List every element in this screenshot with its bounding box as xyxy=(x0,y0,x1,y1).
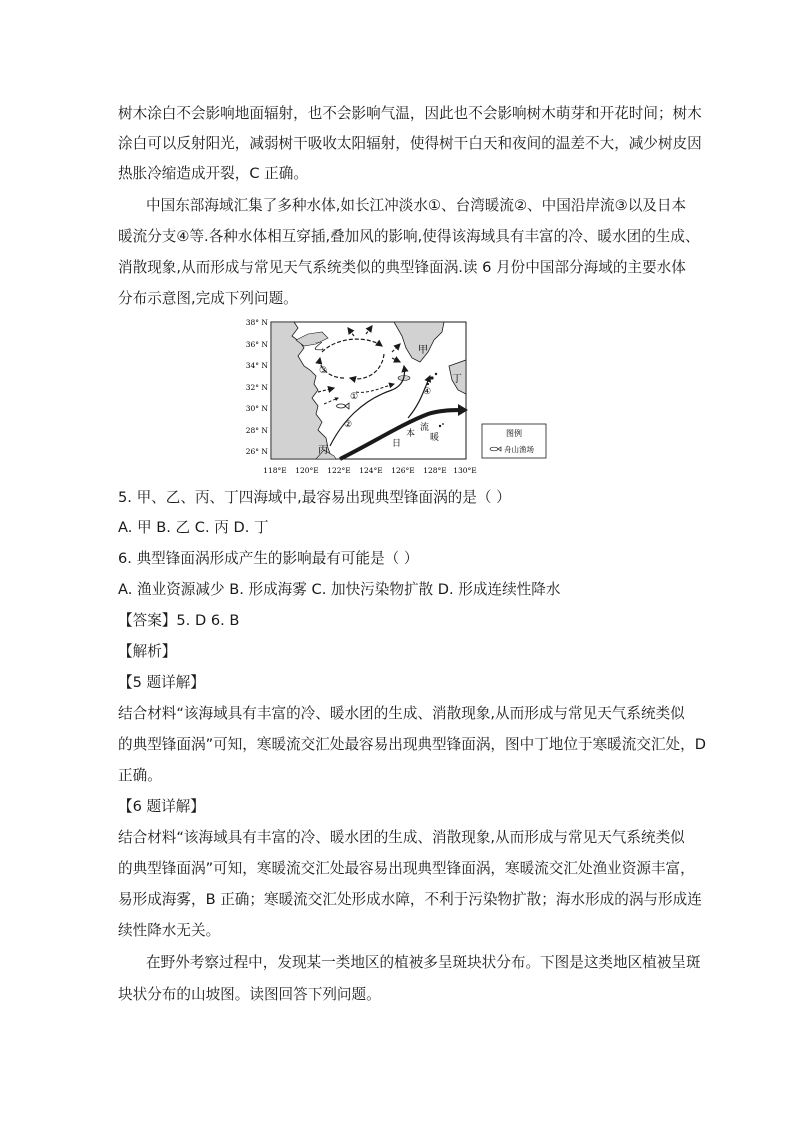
lat-label: 30° N xyxy=(245,404,268,413)
label-liu: 流 xyxy=(420,423,430,433)
paragraph-line: 分布示意图,完成下列问题。 xyxy=(118,290,298,307)
paragraph-line: 树木涂白不会影响地面辐射，也不会影响气温，因此也不会影响树木萌芽和开花时间；树木 xyxy=(118,105,702,122)
label-ri: 日 xyxy=(392,439,402,449)
lon-label: 130°E xyxy=(453,466,477,475)
island xyxy=(439,425,441,427)
question-5-options: A. 甲 B. 乙 C. 丙 D. 丁 xyxy=(118,519,269,536)
island xyxy=(430,376,433,379)
paragraph-line: 的典型锋面涡”可知，寒暖流交汇处最容易出现典型锋面涡，寒暖流交汇处渔业资源丰富， xyxy=(118,860,695,877)
paragraph-line: 续性降水无关。 xyxy=(118,922,221,939)
lat-label: 26° N xyxy=(245,447,268,456)
lat-label: 36° N xyxy=(245,340,268,349)
paragraph-line: 中国东部海域汇集了多种水体,如长江冲淡水①、台湾暖流②、中国沿岸流③以及日本 xyxy=(146,197,687,214)
paragraph-line: 易形成海雾，B 正确；寒暖流交汇处形成水障，不利于污染物扩散；海水形成的涡与形成连 xyxy=(118,891,702,908)
label-current-1: ① xyxy=(350,392,359,402)
q6-detail-heading: 【6 题详解】 xyxy=(118,798,205,815)
q5-detail-heading: 【5 题详解】 xyxy=(118,674,205,691)
label-jia: 甲 xyxy=(418,345,428,356)
paragraph-line: 块状分布的山坡图。读图回答下列问题。 xyxy=(118,986,381,1003)
label-ding: 丁 xyxy=(452,374,462,385)
question-6: 6. 典型锋面涡形成产生的影响最有可能是（ ） xyxy=(118,550,419,567)
island xyxy=(435,373,437,375)
paragraph-line: 的典型锋面涡”可知，寒暖流交汇处最容易出现典型锋面涡，图中丁地位于寒暖流交汇处，D xyxy=(118,736,706,753)
lon-label: 120°E xyxy=(295,466,319,475)
lon-label: 128°E xyxy=(423,466,447,475)
paragraph-line: 在野外考察过程中，发现某一类地区的植被多呈斑块状分布。下图是这类地区植被呈斑 xyxy=(146,954,701,971)
paragraph-line: 结合材料“该海域具有丰富的冷、暖水团的生成、消散现象,从而形成与常见天气系统类似 xyxy=(118,705,685,722)
lon-label: 124°E xyxy=(359,466,383,475)
paragraph-line: 热胀冷缩造成开裂，C 正确。 xyxy=(118,165,308,182)
paragraph-line: 涂白可以反射阳光，减弱树干吸收太阳辐射，使得树干白天和夜间的温差不大，减少树皮因 xyxy=(118,135,702,152)
paragraph-line: 正确。 xyxy=(118,767,162,784)
lat-label: 28° N xyxy=(245,426,268,435)
lat-label: 34° N xyxy=(245,361,268,370)
answer-line: 【答案】5. D 6. B xyxy=(118,612,240,629)
label-yi: 乙 xyxy=(314,342,324,353)
paragraph-line: 消散现象,从而形成与常见天气系统类似的典型锋面涡.读 6 月份中国部分海域的主要水体 xyxy=(118,259,686,276)
island xyxy=(442,423,444,425)
lat-label: 38° N xyxy=(245,318,268,327)
label-current-3: ③ xyxy=(319,366,328,376)
question-6-options: A. 渔业资源减少 B. 形成海雾 C. 加快污染物扩散 D. 形成连续性降水 xyxy=(118,581,561,598)
sea-water-mass-map xyxy=(244,318,550,478)
question-5: 5. 甲、乙、丙、丁四海域中,最容易出现典型锋面涡的是（ ） xyxy=(118,489,511,506)
label-nuan: 暖 xyxy=(430,433,440,443)
label-current-2: ② xyxy=(344,420,353,430)
lon-label: 118°E xyxy=(263,466,287,475)
paragraph-line: 暖流分支④等.各种水体相互穿插,叠加风的影响,使得该海域具有丰富的冷、暖水团的生成、 xyxy=(118,228,700,245)
lon-label: 122°E xyxy=(327,466,351,475)
label-ben: 本 xyxy=(406,429,416,439)
lat-label: 32° N xyxy=(245,383,268,392)
label-bing: 丙 xyxy=(318,445,328,456)
legend-item: 舟山渔场 xyxy=(504,445,534,454)
label-current-4: ④ xyxy=(423,387,432,397)
lon-label: 126°E xyxy=(391,466,415,475)
analysis-heading: 【解析】 xyxy=(118,643,177,660)
legend-title: 图例 xyxy=(506,429,522,438)
paragraph-line: 结合材料“该海域具有丰富的冷、暖水团的生成、消散现象,从而形成与常见天气系统类似 xyxy=(118,829,685,846)
